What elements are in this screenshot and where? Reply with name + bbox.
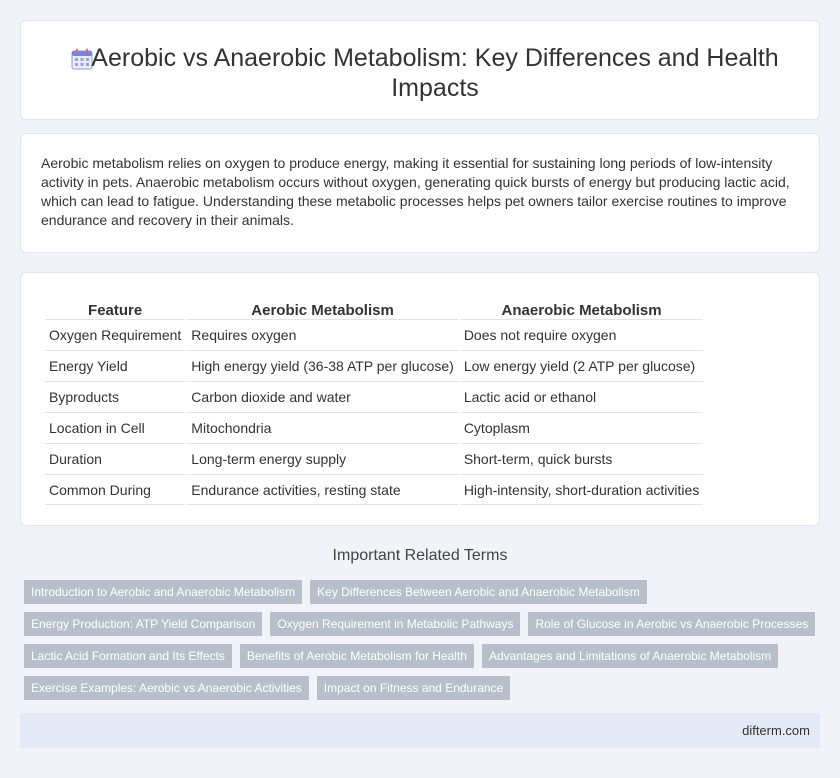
related-term-tag[interactable]: Energy Production: ATP Yield Comparison	[24, 612, 262, 636]
intro-paragraph: Aerobic metabolism relies on oxygen to produce energy, making it essential for sustaining long periods of low-intensity activity in pets. Anaerobic metabolism occurs without oxygen, generating quick bursts of energy but producing lactic acid, which can lead to fatigue. Understanding these metabolic processes helps pet owners tailor exercise routines to improve endurance and recovery in their animals.	[41, 155, 790, 228]
related-term-tag[interactable]: Benefits of Aerobic Metabolism for Health	[240, 644, 474, 668]
table-row	[45, 350, 703, 381]
table-header-row	[45, 297, 703, 319]
table-cell: Oxygen Requirement	[45, 319, 185, 350]
intro-card	[20, 133, 820, 253]
related-term-tag[interactable]: Impact on Fitness and Endurance	[317, 676, 510, 700]
tag-row	[24, 644, 824, 668]
comparison-card	[20, 272, 820, 526]
related-terms-list	[24, 580, 824, 708]
related-term-tag[interactable]: Advantages and Limitations of Anaerobic Metabolism	[482, 644, 778, 668]
table-row	[45, 381, 703, 412]
table-cell: Mitochondria	[187, 412, 458, 443]
table-cell: Duration	[45, 443, 185, 474]
column-header: Anaerobic Metabolism	[501, 302, 662, 319]
table-cell: High-intensity, short-duration activities	[460, 474, 704, 505]
tag-row	[24, 676, 824, 700]
column-header: Aerobic Metabolism	[251, 302, 394, 319]
footer-site-link[interactable]: difterm.com	[742, 723, 810, 738]
table-cell: Short-term, quick bursts	[460, 443, 704, 474]
title-card	[20, 20, 820, 120]
related-term-tag[interactable]: Introduction to Aerobic and Anaerobic Metabolism	[24, 580, 302, 604]
related-term-tag[interactable]: Oxygen Requirement in Metabolic Pathways	[270, 612, 520, 636]
column-header: Feature	[88, 302, 143, 319]
related-term-tag[interactable]: Exercise Examples: Aerobic vs Anaerobic Activities	[24, 676, 309, 700]
table-cell: Energy Yield	[45, 350, 185, 381]
related-terms-heading: Important Related Terms	[332, 547, 508, 564]
table-cell: Location in Cell	[45, 412, 185, 443]
page-title: Aerobic vs Anaerobic Metabolism: Key Differences and Health Impacts	[91, 44, 779, 102]
table-cell: Long-term energy supply	[187, 443, 458, 474]
footer	[20, 713, 820, 748]
table-cell: Lactic acid or ethanol	[460, 381, 704, 412]
related-term-tag[interactable]: Key Differences Between Aerobic and Anaerobic Metabolism	[310, 580, 647, 604]
related-term-tag[interactable]: Role of Glucose in Aerobic vs Anaerobic Processes	[528, 612, 815, 636]
related-term-tag[interactable]: Lactic Acid Formation and Its Effects	[24, 644, 232, 668]
table-cell: Carbon dioxide and water	[187, 381, 458, 412]
table-cell: Requires oxygen	[187, 319, 458, 350]
comparison-table	[43, 297, 705, 505]
table-cell: Byproducts	[45, 381, 185, 412]
table-row	[45, 319, 703, 350]
table-cell: Does not require oxygen	[460, 319, 704, 350]
table-cell: High energy yield (36-38 ATP per glucose)	[187, 350, 458, 381]
table-cell: Cytoplasm	[460, 412, 704, 443]
tag-row	[24, 580, 824, 604]
tag-row	[24, 612, 824, 636]
table-cell: Low energy yield (2 ATP per glucose)	[460, 350, 704, 381]
table-row	[45, 443, 703, 474]
table-cell: Endurance activities, resting state	[187, 474, 458, 505]
table-row	[45, 412, 703, 443]
table-cell: Common During	[45, 474, 185, 505]
table-row	[45, 474, 703, 505]
